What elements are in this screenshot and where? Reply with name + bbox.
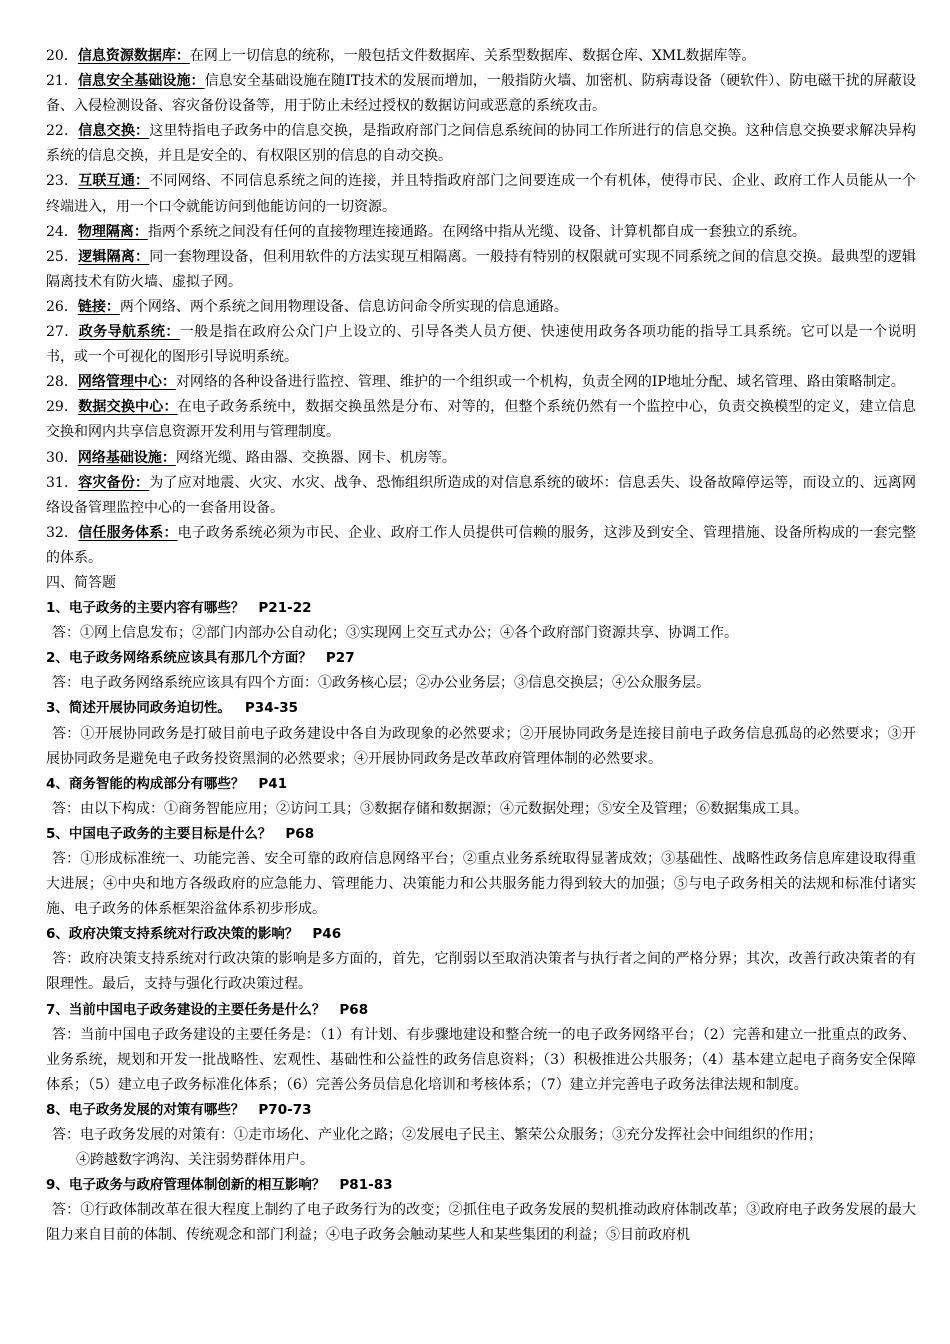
page-reference: P81-83 — [339, 1177, 393, 1194]
question-text: 4、商务智能的构成部分有哪些？ — [46, 775, 245, 792]
definition-item — [46, 245, 916, 295]
definition-term — [78, 374, 176, 390]
question-text: 1、电子政务的主要内容有哪些？ — [46, 600, 245, 617]
answer-continuation: ④跨越数字鸿沟、关注弱势群体用户。 — [76, 1152, 314, 1169]
definition-text: 一般是指在政府公众门户上设立的、引导各类人员方便、快速使用政务各项功能的指导工具系统。它可以是一个说明书，或一个可视化的图形引导说明系统。 — [46, 324, 916, 366]
definition-number: 20． — [46, 48, 78, 64]
question-text: 8、电子政务发展的对策有哪些？ — [46, 1101, 245, 1118]
definition-number: 25． — [46, 248, 79, 265]
definition-term-text: 数据交换中心： — [78, 399, 178, 416]
definition-term-text: 链接： — [77, 298, 120, 315]
definition-term-text: 信息资源数据库： — [77, 48, 190, 64]
definition-item — [46, 446, 916, 471]
definition-text: 在网上一切信息的统称，一般包括文件数据库、关系型数据库、数据仓库、XML数据库等。 — [189, 48, 756, 64]
definition-term-text: 政务导航系统： — [78, 324, 180, 341]
definition-term — [78, 299, 120, 315]
page-reference: P41 — [258, 775, 288, 792]
question-text: 9、电子政务与政府管理体制创新的相互影响？ — [46, 1177, 326, 1194]
question-heading — [46, 998, 916, 1023]
page-reference: P34-35 — [244, 700, 298, 717]
definition-term — [78, 450, 176, 466]
page-reference: P46 — [312, 926, 342, 943]
definition-number: 28． — [46, 374, 78, 391]
question-text: 5、中国电子政务的主要目标是什么？ — [46, 825, 272, 842]
question-heading — [46, 596, 916, 621]
definition-number: 31． — [46, 474, 79, 491]
page-reference: P68 — [285, 825, 315, 842]
definition-term — [78, 224, 148, 240]
definition-item — [46, 220, 916, 245]
answer-text: 答：电子政务发展的对策有：①走市场化、产业化之路；②发展电子民主、繁荣公众服务；③充分发挥社会中间组织的作用； — [52, 1127, 822, 1144]
definition-term — [78, 399, 177, 415]
definition-text: 两个网络、两个系统之间用物理设备、信息访问命令所实现的信息通路。 — [119, 298, 568, 315]
definition-term-text: 信任服务体系： — [78, 524, 178, 541]
definition-term — [78, 73, 205, 89]
definition-term — [79, 324, 180, 340]
definition-item — [46, 320, 916, 370]
definition-term-text: 物理隔离： — [77, 223, 148, 240]
definition-text: 为了应对地震、火灾、水灾、战争、恐怖组织所造成的对信息系统的破坏：信息丢失、设备故障停运等，而设立的、远离网络设备管理监控中心的一套备用设备。 — [46, 474, 916, 516]
page-reference: P27 — [325, 650, 355, 667]
question-heading — [46, 922, 916, 947]
answer-text: 答：当前中国电子政务建设的主要任务是：（1）有计划、有步骤地建设和整合统一的电子政务网络平台；（2）完善和建立一批重点的政务、业务系统，规划和开发一批战略性、宏观性、基础性和公益性的政务信息资料；（3）积极推进公共服务；（4）基本建立起电子商务安全保障体系；（5）建立电子政务标准化体系；（6）完善公务员信息化培训和考核体系；（7）建立并完善电子政务法律法规和制度。 — [46, 1026, 916, 1093]
page-reference: P68 — [339, 1001, 369, 1018]
question-heading — [46, 696, 916, 721]
definition-term-text: 逻辑隔离： — [78, 248, 150, 265]
definition-item — [46, 295, 916, 320]
question-heading — [46, 772, 916, 797]
definition-term — [78, 525, 177, 541]
definition-number: 32． — [46, 524, 79, 541]
definition-term — [78, 173, 149, 189]
definition-number: 27． — [46, 324, 79, 341]
document-page — [46, 44, 916, 1249]
definition-number: 22． — [46, 123, 79, 140]
answer-text: 答：政府决策支持系统对行政决策的影响是多方面的，首先，它削弱以至取消决策者与执行者之间的严格分界；其次，改善行政决策者的有限理性。最后，支持与强化行政决策过程。 — [46, 951, 916, 993]
section-title: 四、简答题 — [46, 574, 116, 591]
definition-number: 26． — [46, 298, 78, 315]
page-reference: P21-22 — [258, 600, 312, 617]
definition-term-text: 信息安全基础设施： — [77, 73, 205, 90]
answer-text: 答：①开展协同政务是打破目前电子政务建设中各自为政现象的必然要求；②开展协同政务是连接目前电子政务信息孤岛的必然要求；③开展协同政务是避免电子政务投资黑洞的必然要求；④开展协同政务是改革政府管理体制的必然要求。 — [46, 725, 916, 767]
definition-text: 在电子政务系统中，数据交换虽然是分布、对等的，但整个系统仍然有一个监控中心，负责交换模型的定义，建立信息交换和网内共享信息资源开发利用与管理制度。 — [46, 399, 916, 441]
question-text: 2、电子政务网络系统应该具有那几个方面？ — [46, 650, 312, 667]
definition-item — [46, 471, 916, 521]
definition-term-text: 容灾备份： — [78, 474, 150, 491]
definition-text: 指两个系统之间没有任何的直接物理连接通路。在网络中指从光缆、设备、计算机都自成一套独立的系统。 — [147, 223, 806, 240]
definition-text: 对网络的各种设备进行监控、管理、维护的一个组织或一个机构，负责全网的IP地址分配、域名管理、路由策略制定。 — [175, 374, 905, 391]
definition-text: 同一套物理设备，但利用软件的方法实现互相隔离。一般持有特别的权限就可实现不同系统之间的信息交换。最典型的逻辑隔离技术有防火墙、虚拟子网。 — [46, 248, 916, 290]
definition-item — [46, 521, 916, 571]
definition-term — [78, 475, 149, 491]
question-text: 6、政府决策支持系统对行政决策的影响？ — [46, 926, 299, 943]
definition-term-text: 网络管理中心： — [77, 374, 176, 391]
definition-term-text: 互联互通： — [78, 173, 150, 190]
definition-text: 这里特指电子政务中的信息交换，是指政府部门之间信息系统间的协同工作所进行的信息交换。这种信息交换要求解决异构系统的信息交换，并且是安全的、有权限区别的信息的自动交换。 — [46, 123, 916, 165]
definition-item — [46, 395, 916, 445]
question-heading — [46, 1098, 916, 1123]
definition-item — [46, 69, 916, 119]
definition-term-text: 信息交换： — [78, 123, 150, 140]
answer-text: 答：①行政体制改革在很大程度上制约了电子政务行为的改变；②抓住电子政务发展的契机推动政府体制改革；③政府电子政务发展的最大阻力来自目前的体制、传统观念和部门利益；④电子政务会触动某些人和某些集团的利益；⑤目前政府机 — [46, 1202, 916, 1244]
answer-text: 答：①形成标准统一、功能完善、安全可靠的政府信息网络平台；②重点业务系统取得显著成效；③基础性、战略性政务信息库建设取得重大进展；④中央和地方各级政府的应急能力、管理能力、决策能力和公共服务能力得到较大的加强；⑤与电子政务相关的法规和标准付诸实施、电子政务的体系框架浴盆体系初步形成。 — [46, 851, 916, 918]
question-heading — [46, 1173, 916, 1198]
definition-item — [46, 119, 916, 169]
qa-list — [46, 596, 916, 1248]
definition-term-text: 网络基础设施： — [77, 449, 176, 466]
question-text: 3、简述开展协同政务迫切性。 — [46, 700, 231, 717]
question-text: 7、当前中国电子政务建设的主要任务是什么？ — [46, 1001, 326, 1018]
definition-text: 信息安全基础设施在随IT技术的发展而增加，一般指防火墙、加密机、防病毒设备（硬软件）、防电磁干扰的屏蔽设备、入侵检测设备、容灾备份设备等，用于防止未经过授权的数据访问或恶意的系统攻击。 — [46, 73, 916, 115]
definition-item — [46, 169, 916, 219]
definition-text: 不同网络、不同信息系统之间的连接，并且特指政府部门之间要连成一个有机体，使得市民、企业、政府工作人员能从一个终端进入，用一个口令就能访问到他能访问的一切资源。 — [46, 173, 916, 215]
answer-text: 答：电子政务网络系统应该具有四个方面：①政务核心层；②办公业务层；③信息交换层；④公众服务层。 — [52, 675, 710, 692]
definition-number: 24． — [46, 223, 78, 240]
definition-number: 21． — [46, 73, 78, 90]
definition-text: 网络光缆、路由器、交换器、网卡、机房等。 — [175, 449, 456, 466]
page-reference: P70-73 — [258, 1101, 312, 1118]
definition-item — [46, 44, 916, 69]
definition-term — [78, 48, 190, 64]
answer-text: 答：①网上信息发布；②部门内部办公自动化；③实现网上交互式办公；④各个政府部门资源共享、协调工作。 — [52, 625, 738, 642]
question-heading — [46, 822, 916, 847]
definition-number: 30． — [46, 449, 78, 466]
definition-number: 29． — [46, 399, 79, 416]
question-heading — [46, 646, 916, 671]
definition-term — [78, 249, 149, 265]
definition-term — [78, 123, 149, 139]
definition-list — [46, 44, 916, 571]
definition-number: 23． — [46, 173, 79, 190]
definition-item — [46, 370, 916, 395]
definition-text: 电子政务系统必须为市民、企业、政府工作人员提供可信赖的服务，这涉及到安全、管理措施、设备所构成的一套完整的体系。 — [46, 524, 916, 566]
answer-text: 答：由以下构成：①商务智能应用；②访问工具；③数据存储和数据源；④元数据处理；⑤安全及管理；⑥数据集成工具。 — [52, 800, 808, 817]
